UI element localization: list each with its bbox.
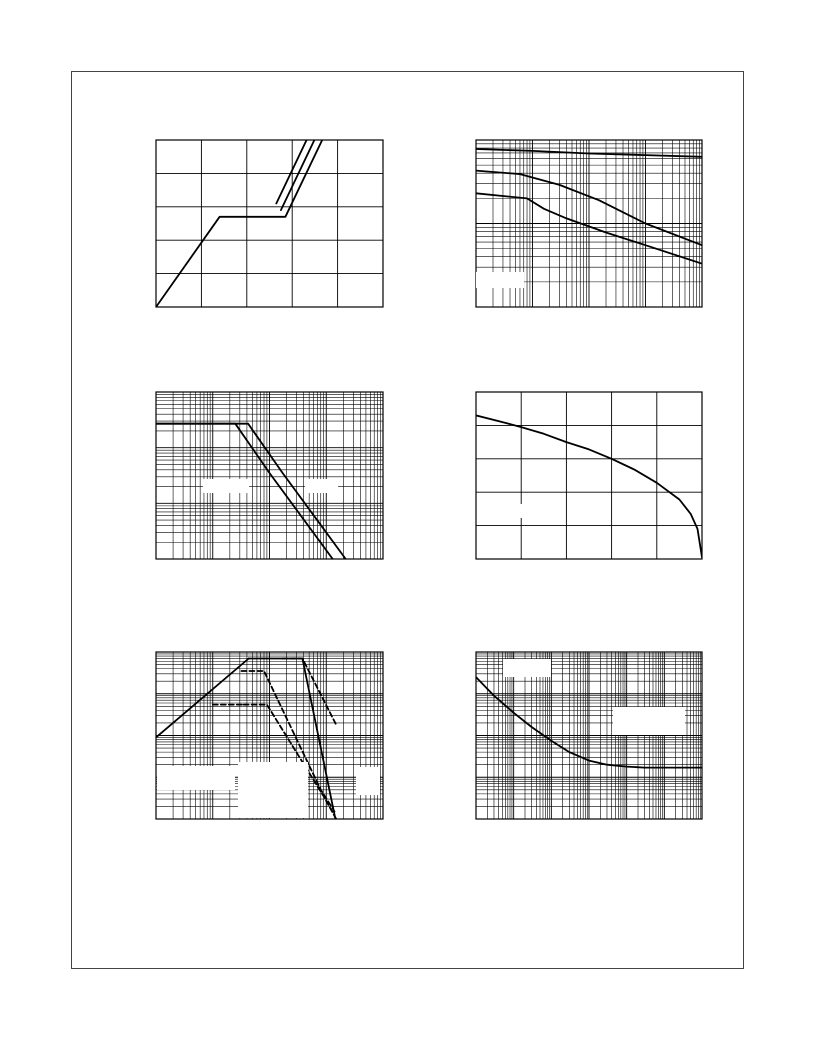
chart-2 [476,140,702,307]
chart-5 [156,652,383,819]
plot-frame [476,392,702,559]
series-line-1 [476,415,702,557]
chart-1 [156,140,383,307]
series-group [156,0,383,307]
series-group [476,415,702,557]
chart-6 [476,652,702,819]
series-line-1 [156,13,383,307]
series-line-1 [156,424,333,559]
plot-frame [156,140,383,307]
chart-3 [156,392,383,559]
series-line-3 [244,705,337,819]
chart-4 [476,392,702,559]
